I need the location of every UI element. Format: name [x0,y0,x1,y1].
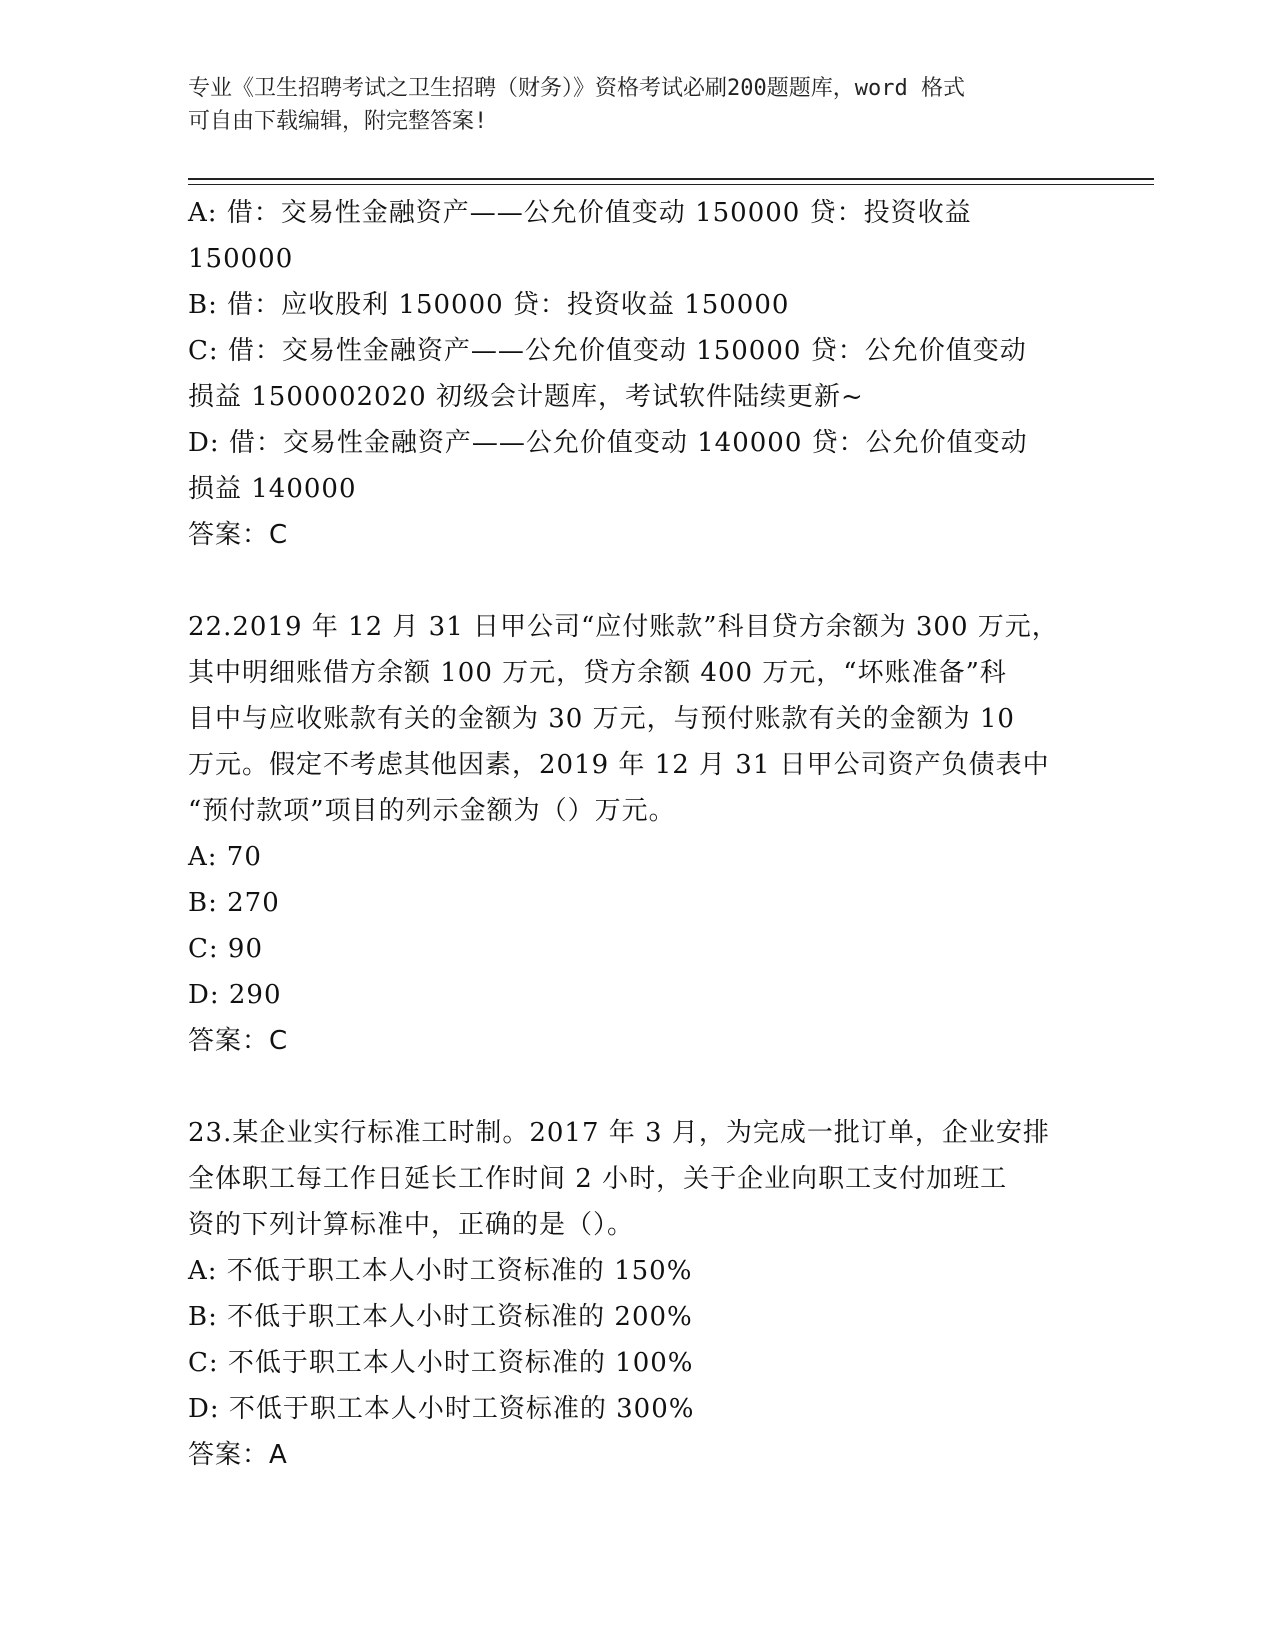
q22-option-a: A: 70 [188,842,262,872]
q21-option-d-line-2: 损益 140000 [188,474,357,504]
header-title-line-1: 专业《卫生招聘考试之卫生招聘（财务）》资格考试必刷200题题库，word 格式 [188,76,965,101]
q21-option-d-line-1: D: 借：交易性金融资产——公允价值变动 140000 贷：公允价值变动 [188,428,1028,458]
q22-stem-line-2: 其中明细账借方余额 100 万元，贷方余额 400 万元，“坏账准备”科 [188,658,1007,688]
spacer [188,1064,1088,1110]
q23-option-b: B: 不低于职工本人小时工资标准的 200% [188,1302,693,1332]
header-divider-thick [188,178,1154,180]
q22-stem-line-5: “预付款项”项目的列示金额为（）万元。 [188,796,676,826]
q22-option-c: C: 90 [188,934,264,964]
q23-stem-line-3: 资的下列计算标准中，正确的是（）。 [188,1210,635,1240]
question-22 [188,604,1088,1064]
question-21 [188,190,1088,558]
q22-stem-line-3: 目中与应收账款有关的金额为 30 万元，与预付账款有关的金额为 10 [188,704,1015,734]
q23-answer: 答案：A [188,1440,288,1470]
q22-answer: 答案：C [188,1026,289,1056]
spacer [188,558,1088,604]
q21-option-a-line-2: 150000 [188,244,294,274]
q22-stem-line-1: 22.2019 年 12 月 31 日甲公司“应付账款”科目贷方余额为 300 万元， [188,612,1059,642]
q21-answer: 答案：C [188,520,289,550]
q21-option-b: B: 借：应收股利 150000 贷：投资收益 150000 [188,290,790,320]
q23-option-c: C: 不低于职工本人小时工资标准的 100% [188,1348,694,1378]
q23-stem-line-2: 全体职工每工作日延长工作时间 2 小时，关于企业向职工支付加班工 [188,1164,1008,1194]
q21-option-c-line-1: C: 借：交易性金融资产——公允价值变动 150000 贷：公允价值变动 [188,336,1027,366]
q21-option-c-line-2: 损益 1500002020 初级会计题库，考试软件陆续更新~ [188,382,864,412]
q22-stem-line-4: 万元。假定不考虑其他因素，2019 年 12 月 31 日甲公司资产负债表中 [188,750,1050,780]
document-body [188,190,1088,1478]
q22-option-d: D: 290 [188,980,282,1010]
header-title-line-2: 可自由下载编辑，附完整答案! [188,109,488,134]
q22-option-b: B: 270 [188,888,280,918]
document-header [188,72,1068,138]
q21-option-a-line-1: A: 借：交易性金融资产——公允价值变动 150000 贷：投资收益 [188,198,972,228]
q23-stem-line-1: 23.某企业实行标准工时制。2017 年 3 月，为完成一批订单，企业安排 [188,1118,1050,1148]
q23-option-d: D: 不低于职工本人小时工资标准的 300% [188,1394,695,1424]
header-divider-thin [188,184,1154,185]
question-23 [188,1110,1088,1478]
q23-option-a: A: 不低于职工本人小时工资标准的 150% [188,1256,693,1286]
